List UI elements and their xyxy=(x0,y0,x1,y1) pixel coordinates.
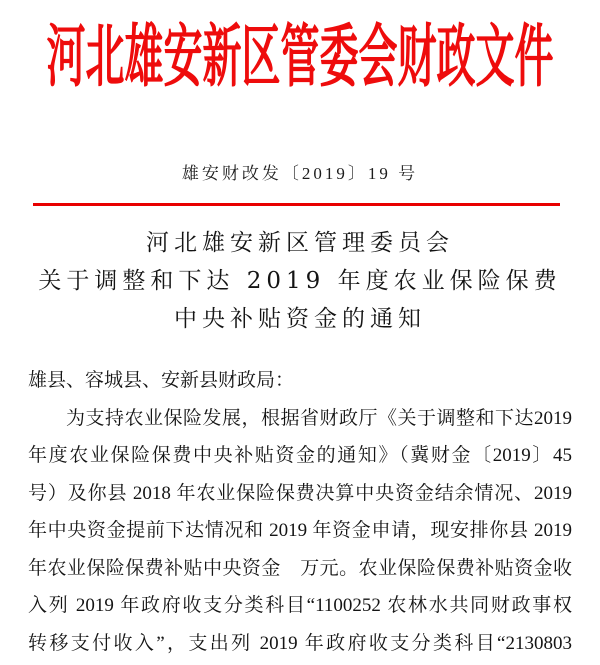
document-body xyxy=(28,362,572,662)
body-line: 入列 2019 年政府收支分类科目“1100252 农林水共同财政事权 xyxy=(28,595,572,616)
document-header-banner xyxy=(0,20,600,96)
body-line: 号）及你县 2018 年农业保险保费决算中央资金结余情况、2019 xyxy=(28,482,572,504)
document-number: 雄安财改发〔2019〕19 号 xyxy=(181,164,419,183)
header-banner-text: 河北雄安新区管委会财政文件 xyxy=(46,20,554,96)
body-line: 转移支付收入”，支出列 2019 年政府收支分类科目“2130803 xyxy=(28,632,572,654)
title-line: 关于调整和下达 2019 年度农业保险保费 xyxy=(38,268,562,294)
title-line: 中央补贴资金的通知 xyxy=(174,306,426,332)
body-line: 年中央资金提前下达情况和 2019 年资金申请，现安排你县 2019 xyxy=(28,520,572,541)
document-title xyxy=(0,224,600,338)
body-salutation: 雄县、容城县、安新县财政局： xyxy=(28,370,295,391)
title-line: 河北雄安新区管理委员会 xyxy=(146,230,454,256)
red-divider xyxy=(33,203,560,206)
body-line: 年度农业保险保费中央补贴资金的通知》（冀财金〔2019〕45 xyxy=(28,445,572,466)
body-line: 年农业保险保费补贴中央资金 万元。农业保险保费补贴资金收 xyxy=(28,557,572,579)
body-line: 为支持农业保险发展，根据省财政厅《关于调整和下达2019 xyxy=(66,407,572,429)
